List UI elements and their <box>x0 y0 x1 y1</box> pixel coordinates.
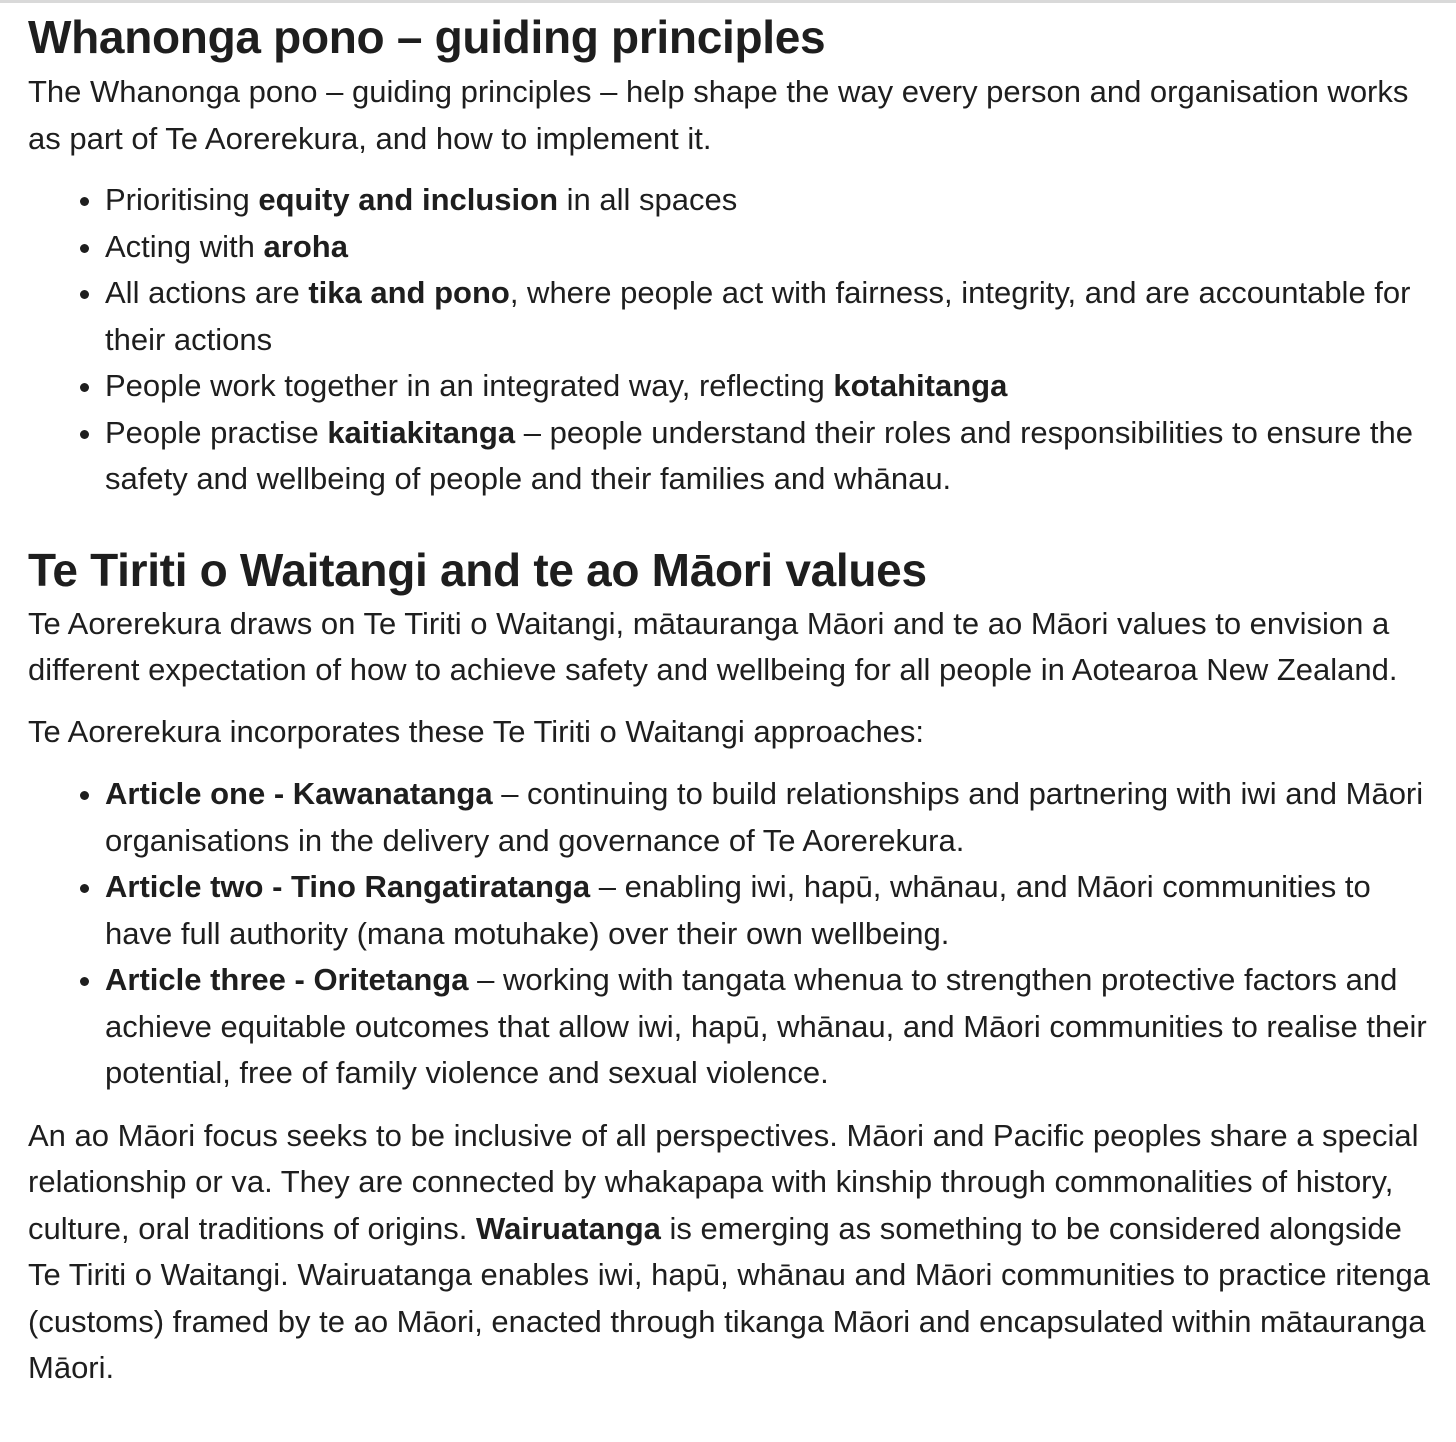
list-item: All actions are tika and pono, where people act with fairness, integrity, and are accountable for their actions <box>105 270 1438 363</box>
list-item: People practise kaitiakitanga – people understand their roles and responsibilities to ensure the safety and wellbeing of people and their families and whānau. <box>105 410 1438 503</box>
list-item: Article one - Kawanatanga – continuing to build relationships and partnering with iwi and Māori organisations in the delivery and governance of Te Aorerekura. <box>105 771 1438 864</box>
list-item: Article two - Tino Rangatiratanga – enabling iwi, hapū, whānau, and Māori communities to have full authority (mana motuhake) over their own wellbeing. <box>105 864 1438 957</box>
guiding-principles-intro: The Whanonga pono – guiding principles – help shape the way every person and organisation works as part of Te Aorerekura, and how to implement it. <box>28 74 1409 156</box>
bullet-icon <box>80 791 89 800</box>
ao-maori-focus-paragraph: An ao Māori focus seeks to be inclusive of all perspectives. Māori and Pacific peoples share a special relationship or va. They are connected by whakapapa with kinship through commonalities of history, culture, oral traditions of origins. Wairuatanga is emerging as something to be considered alongside Te Tiriti o Waitangi. Wairuatanga enables iwi, hapū, whānau and Māori communities to practice ritenga (customs) framed by te ao Māori, enacted through tikanga Māori and encapsulated within mātauranga Māori. <box>28 1117 1431 1385</box>
article-content <box>28 6 1438 1392</box>
bullet-icon <box>80 383 89 392</box>
list-item: Prioritising equity and inclusion in all spaces <box>105 177 1438 224</box>
te-tiriti-articles-list <box>28 771 1438 1097</box>
bullet-icon <box>80 197 89 206</box>
bullet-icon <box>80 290 89 299</box>
list-item: Article three - Oritetanga – working with tangata whenua to strengthen protective factors and achieve equitable outcomes that allow iwi, hapū, whānau, and Māori communities to realise their potential, free of family violence and sexual violence. <box>105 957 1438 1097</box>
list-item: Acting with aroha <box>105 224 1438 271</box>
bullet-icon <box>80 430 89 439</box>
section-heading-te-tiriti: Te Tiriti o Waitangi and te ao Māori values <box>28 543 927 596</box>
bullet-icon <box>80 977 89 986</box>
guiding-principles-list <box>28 177 1438 503</box>
te-tiriti-intro: Te Aorerekura draws on Te Tiriti o Waitangi, mātauranga Māori and te ao Māori values to envision a different expectation of how to achieve safety and wellbeing for all people in Aotearoa New Zealand. <box>28 605 1398 687</box>
top-divider <box>0 0 1456 3</box>
section-heading-guiding-principles: Whanonga pono – guiding principles <box>28 11 826 63</box>
bullet-icon <box>80 244 89 253</box>
list-item: People work together in an integrated way, reflecting kotahitanga <box>105 363 1438 410</box>
bullet-icon <box>80 884 89 893</box>
te-tiriti-approaches-lead: Te Aorerekura incorporates these Te Tiriti o Waitangi approaches: <box>28 713 925 749</box>
